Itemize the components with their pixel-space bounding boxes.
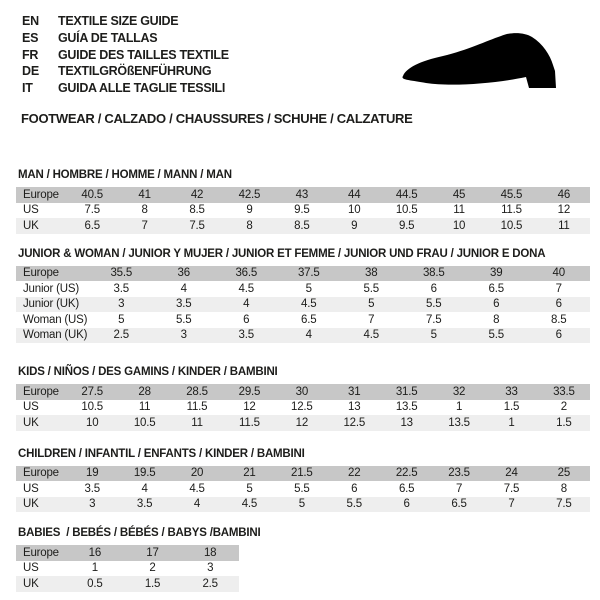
row-label: Woman (US): [23, 313, 88, 326]
language-list: [22, 13, 229, 97]
section-title: BABIES / BEBÉS / BÉBÉS / BABYS /BAMBINI: [18, 527, 261, 539]
section-title: KIDS / NIÑOS / DES GAMINS / KINDER / BAMBINI: [18, 366, 278, 378]
size-cell: 5: [118, 313, 125, 326]
size-cell: 1: [508, 416, 515, 429]
row-label: US: [23, 401, 39, 414]
size-table-junior-woman: [16, 266, 590, 344]
language-label: GUÍA DE TALLAS: [58, 30, 158, 45]
size-cell: 12: [243, 401, 256, 414]
size-cell: 10.5: [133, 416, 156, 429]
size-cell: 5: [298, 498, 305, 511]
size-cell: 8: [246, 219, 253, 232]
size-tables: [16, 168, 590, 592]
table-row: [16, 561, 239, 577]
size-cell: 1.5: [503, 401, 520, 414]
size-cell: 6.5: [451, 498, 467, 511]
size-cell: 11: [453, 204, 465, 217]
size-cell: 5: [368, 298, 375, 311]
row-label: Europe: [23, 546, 59, 559]
size-cell: 8: [493, 313, 500, 326]
size-cell: 12.5: [343, 416, 366, 429]
size-table-kids: [16, 384, 590, 431]
size-cell: 6.5: [84, 219, 100, 232]
size-cell: 5.5: [294, 482, 310, 495]
shoe-icon: [398, 32, 570, 94]
language-row: [22, 63, 229, 80]
size-cell: 19: [86, 467, 99, 480]
row-label: US: [23, 562, 39, 575]
size-cell: 11.5: [186, 401, 208, 414]
size-cell: 13.5: [395, 401, 418, 414]
size-cell: 2.5: [113, 329, 129, 342]
row-label: UK: [23, 219, 39, 232]
size-cell: 10: [348, 204, 361, 217]
size-cell: 5: [430, 329, 437, 342]
size-cell: 8: [560, 482, 567, 495]
size-cell: 32: [452, 385, 466, 398]
size-cell: 41: [138, 188, 151, 201]
size-cell: 4.5: [238, 282, 254, 295]
size-cell: 31.5: [395, 385, 418, 398]
size-cell: 1.5: [556, 416, 572, 429]
size-cell: 38.5: [422, 267, 445, 280]
size-cell: 4: [180, 282, 187, 295]
table-row: [16, 497, 590, 513]
size-cell: 35.5: [110, 267, 133, 280]
table-row: [16, 466, 590, 482]
size-cell: 8.5: [294, 219, 310, 232]
table-row: [16, 297, 590, 313]
size-cell: 4.5: [301, 298, 317, 311]
size-cell: 11: [558, 219, 570, 232]
table-row: [16, 312, 590, 328]
size-cell: 4: [243, 298, 250, 311]
size-cell: 8: [141, 204, 148, 217]
size-cell: 28: [138, 385, 151, 398]
size-cell: 5.5: [488, 329, 504, 342]
size-cell: 3.5: [113, 282, 129, 295]
size-cell: 5.5: [346, 498, 362, 511]
language-row: [22, 30, 229, 47]
size-cell: 4: [141, 482, 148, 495]
size-cell: 11.5: [501, 204, 522, 217]
size-cell: 42: [190, 188, 204, 201]
size-cell: 11: [191, 416, 203, 429]
row-label: UK: [23, 577, 39, 590]
size-cell: 7.5: [556, 498, 572, 511]
table-row: [16, 266, 590, 282]
size-cell: 10.5: [395, 204, 418, 217]
size-cell: 18: [203, 546, 217, 559]
size-cell: 40.5: [81, 188, 103, 201]
table-row: [16, 481, 590, 497]
table-row: [16, 384, 590, 400]
size-cell: 27.5: [81, 385, 103, 398]
size-section-man: [16, 168, 590, 234]
language-label: GUIDA ALLE TAGLIE TESSILI: [58, 81, 226, 96]
row-label: Junior (UK): [23, 298, 79, 311]
size-cell: 38: [365, 267, 378, 280]
size-cell: 7: [555, 282, 562, 295]
size-cell: 6: [555, 298, 562, 311]
size-cell: 3: [207, 562, 214, 575]
size-cell: 45: [452, 188, 466, 201]
size-cell: 36: [177, 267, 190, 280]
size-cell: 17: [146, 546, 159, 559]
size-cell: 28.5: [186, 385, 208, 398]
section-title: CHILDREN / INFANTIL / ENFANTS / KINDER / BAMBINI: [18, 447, 305, 460]
language-row: [22, 47, 229, 64]
size-cell: 6: [243, 313, 250, 326]
size-cell: 4.5: [189, 482, 205, 495]
size-cell: 6: [403, 498, 410, 511]
table-row: [16, 576, 239, 592]
size-cell: 7.5: [189, 219, 205, 232]
size-cell: 5: [305, 282, 312, 295]
size-cell: 40: [552, 267, 565, 280]
size-table-babies: [16, 545, 239, 592]
language-label: TEXTILGRÖßENFÜHRUNG: [58, 64, 212, 79]
size-cell: 5.5: [363, 282, 379, 295]
language-code: ES: [22, 30, 39, 45]
size-cell: 8.5: [551, 313, 567, 326]
size-cell: 1.5: [144, 577, 161, 590]
size-cell: 4: [193, 498, 201, 511]
row-label: Europe: [23, 385, 59, 398]
table-row: [16, 328, 590, 344]
size-cell: 2: [560, 401, 567, 414]
size-cell: 31: [348, 385, 361, 398]
language-code: EN: [22, 14, 39, 28]
size-cell: 13: [348, 401, 361, 414]
size-cell: 19.5: [133, 467, 156, 480]
size-section-babies: [16, 526, 590, 592]
size-cell: 33: [505, 385, 518, 398]
size-cell: 30: [295, 385, 309, 398]
size-cell: 10: [86, 416, 99, 429]
row-label: Junior (US): [23, 282, 79, 295]
size-cell: 43: [295, 188, 309, 201]
size-cell: 23.5: [448, 467, 470, 480]
size-cell: 20: [190, 467, 204, 480]
size-cell: 1: [91, 562, 98, 575]
size-cell: 2.5: [202, 577, 218, 590]
size-cell: 10: [452, 219, 466, 232]
size-cell: 44: [348, 188, 361, 201]
size-cell: 6.5: [398, 482, 415, 495]
size-section-children: [16, 447, 590, 513]
row-label: Woman (UK): [23, 329, 88, 342]
size-cell: 6: [351, 482, 358, 495]
size-cell: 9: [351, 219, 358, 232]
size-cell: 3: [180, 329, 187, 342]
size-cell: 39: [490, 267, 503, 280]
table-row: [16, 187, 590, 203]
row-label: Europe: [23, 188, 59, 201]
table-row: [16, 400, 590, 416]
section-title: MAN / HOMBRE / HOMME / MANN / MAN: [18, 169, 232, 181]
size-cell: 8.5: [189, 204, 205, 217]
size-cell: 37.5: [297, 267, 320, 280]
size-cell: 21.5: [291, 467, 313, 480]
category-title: FOOTWEAR / CALZADO / CHAUSSURES / SCHUHE / CALZATURE: [21, 111, 413, 126]
size-cell: 46: [557, 188, 571, 201]
size-cell: 7: [455, 482, 463, 495]
size-cell: 16: [88, 546, 102, 559]
table-row: [16, 218, 590, 234]
size-cell: 9.5: [398, 219, 415, 232]
language-row: [22, 80, 229, 97]
size-cell: 11.5: [239, 416, 260, 429]
size-cell: 12.5: [291, 401, 313, 414]
size-cell: 0.5: [87, 577, 103, 590]
size-cell: 7.5: [503, 482, 520, 495]
size-cell: 4: [305, 329, 312, 342]
language-label: GUIDE DES TAILLES TEXTILE: [58, 47, 229, 62]
size-cell: 45.5: [500, 188, 523, 201]
size-cell: 9.5: [294, 204, 310, 217]
size-cell: 3.5: [84, 482, 100, 495]
table-row: [16, 281, 590, 297]
size-cell: 29.5: [238, 385, 261, 398]
size-cell: 25: [557, 467, 571, 480]
language-code: DE: [22, 64, 39, 79]
size-cell: 42.5: [238, 188, 261, 201]
size-cell: 21: [243, 467, 256, 480]
size-cell: 13: [400, 416, 413, 429]
size-section-junior-woman: [16, 247, 590, 344]
size-cell: 2: [149, 562, 156, 575]
size-cell: 5.5: [176, 313, 192, 326]
size-cell: 6.5: [488, 282, 504, 295]
size-cell: 24: [505, 467, 518, 480]
size-cell: 7: [368, 313, 375, 326]
row-label: US: [23, 482, 39, 495]
size-cell: 7: [141, 219, 148, 232]
size-cell: 44.5: [395, 188, 418, 201]
size-cell: 22: [348, 467, 361, 480]
size-cell: 3.5: [176, 298, 192, 311]
language-code: FR: [22, 47, 39, 62]
size-cell: 33.5: [553, 385, 575, 398]
size-section-kids: [16, 365, 590, 431]
row-label: UK: [23, 498, 39, 511]
size-table-children: [16, 466, 590, 513]
size-cell: 5.5: [426, 298, 442, 311]
table-row: [16, 203, 590, 219]
size-cell: 9: [246, 204, 253, 217]
size-cell: 12: [295, 416, 309, 429]
size-cell: 13.5: [448, 416, 470, 429]
size-cell: 4.5: [241, 498, 258, 511]
size-cell: 6.5: [301, 313, 317, 326]
size-cell: 5: [246, 482, 253, 495]
size-cell: 6: [555, 329, 562, 342]
language-code: IT: [22, 81, 33, 96]
row-label: UK: [23, 416, 39, 429]
size-cell: 7.5: [84, 204, 100, 217]
size-cell: 3: [89, 498, 96, 511]
size-cell: 36.5: [235, 267, 258, 280]
language-label: TEXTILE SIZE GUIDE: [58, 14, 179, 28]
row-label: Europe: [23, 267, 59, 280]
size-cell: 12: [557, 204, 571, 217]
shoe-icon-path: [402, 33, 556, 88]
size-cell: 4.5: [363, 329, 379, 342]
size-cell: 11: [138, 401, 151, 414]
size-cell: 7.5: [426, 313, 442, 326]
section-title: JUNIOR & WOMAN / JUNIOR Y MUJER / JUNIOR ET FEMME / JUNIOR UND FRAU / JUNIOR E DONA: [18, 247, 546, 260]
table-row: [16, 545, 239, 561]
size-cell: 6: [493, 298, 500, 311]
row-label: Europe: [23, 467, 59, 480]
size-cell: 10.5: [81, 401, 103, 414]
row-label: US: [23, 204, 39, 217]
size-cell: 22.5: [395, 467, 418, 480]
size-cell: 6: [430, 282, 437, 295]
size-cell: 3.5: [238, 329, 254, 342]
size-cell: 10.5: [500, 219, 523, 232]
table-row: [16, 415, 590, 431]
language-row: [22, 13, 229, 30]
size-cell: 3.5: [136, 498, 153, 511]
size-cell: 3: [118, 298, 125, 311]
size-cell: 1: [455, 401, 463, 414]
size-table-man: [16, 187, 590, 234]
size-cell: 7: [508, 498, 515, 511]
